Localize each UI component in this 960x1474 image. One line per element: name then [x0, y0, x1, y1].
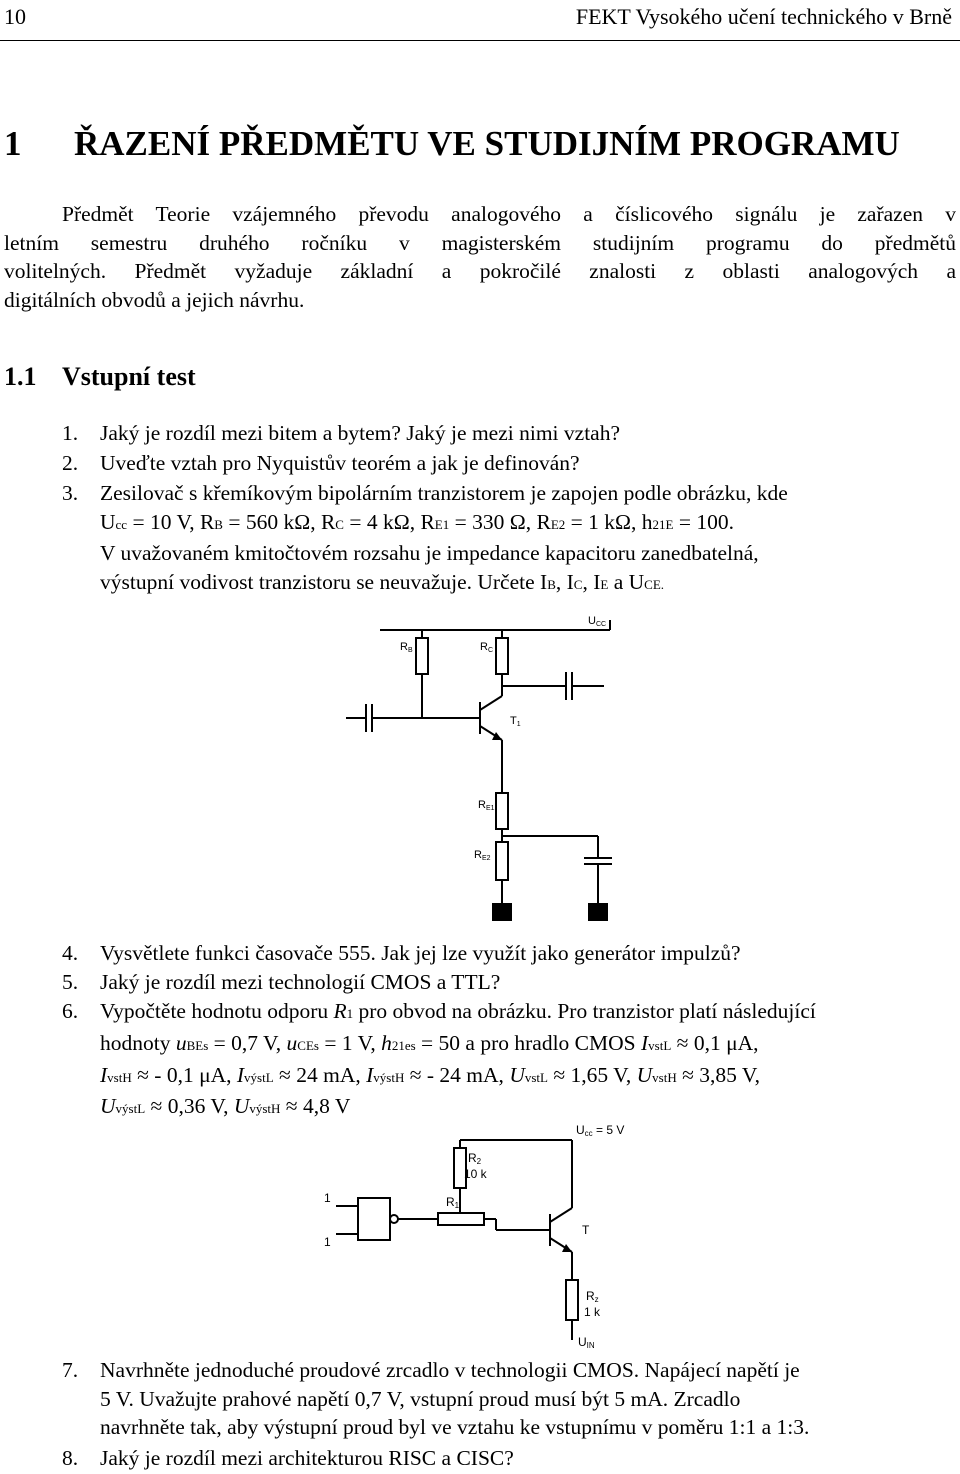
rz-value: 1 k: [584, 1305, 601, 1319]
question-number: 6.: [62, 999, 79, 1023]
transistor-label: T: [510, 715, 517, 727]
question-number: 7.: [62, 1358, 79, 1382]
transistor-label: T: [582, 1223, 590, 1237]
r2-label: R: [468, 1151, 477, 1165]
chapter-title: ŘAZENÍ PŘEDMĚTU VE STUDIJNÍM PROGRAMU: [74, 124, 900, 163]
ucc-label: U: [588, 615, 596, 627]
ucc-label: U: [576, 1123, 585, 1137]
rc-label: R: [480, 641, 488, 653]
question-text: Uveďte vztah pro Nyquistův teorém a jak je definován?: [100, 451, 580, 475]
intro-line: letním semestru druhého ročníku v magisterském studijním programu do předmětů: [4, 230, 956, 255]
svg-text:RE1: RE1: [478, 799, 495, 812]
section-number: 1.1: [4, 362, 37, 391]
question-text: Vysvětlete funkci časovače 555. Jak jej lze využít jako generátor impulzů?: [100, 941, 741, 965]
svg-text:Ucc = 5 V: Ucc = 5 V: [576, 1123, 625, 1138]
r2-value: 10 k: [464, 1167, 487, 1181]
uin-label: U: [578, 1335, 587, 1349]
svg-text:R1: R1: [446, 1195, 460, 1210]
re1-label: R: [478, 799, 486, 811]
input-1-label: 1: [324, 1191, 331, 1205]
question-text: Jaký je rozdíl mezi architekturou RISC a CISC?: [100, 1446, 514, 1470]
re2-label: R: [474, 849, 482, 861]
intro-line: Předmět Teorie vzájemného převodu analogového a číslicového signálu je zařazen v: [62, 202, 956, 226]
svg-text:Rz: Rz: [586, 1289, 599, 1304]
question-text: Jaký je rozdíl mezi technologií CMOS a TTL?: [100, 970, 501, 994]
parameter-line: Ucc = 10 V, RB = 560 kΩ, RC = 4 kΩ, RE1 = 330 Ω, RE2 = 1 kΩ, h21E = 100.: [100, 509, 734, 534]
section-title: Vstupní test: [62, 362, 196, 391]
svg-text:UIN: UIN: [578, 1335, 595, 1350]
intro-paragraph: [4, 200, 956, 315]
rz-label: R: [586, 1289, 595, 1303]
question-number: 4.: [62, 941, 79, 965]
question-number: 5.: [62, 970, 79, 994]
page-header: [0, 0, 960, 44]
intro-line: volitelných. Předmět vyžaduje základní a pokročilé znalosti z oblasti analogových a: [4, 259, 956, 284]
question-number: 8.: [62, 1446, 79, 1470]
rb-label: R: [400, 641, 408, 653]
header-rule: [0, 40, 960, 41]
question-number: 1.: [62, 421, 79, 445]
question-text: Vypočtěte hodnotu odporu R1 pro obvod na obrázku. Pro tranzistor platí následující hodnoty uBEs = 0,7 V, uCEs = 1 V, h21es = 50 a pro hradlo CMOS IvstL ≈ 0,1 μA, IvstH ≈ - 0,1 μA, IvýstL ≈ 24 mA, IvýstH ≈ - 24 mA, UvstL ≈ 1,65 V, UvstH ≈ 3,85 V, UvýstL ≈ 0,36 V, UvýstH ≈ 4,8 V: [100, 999, 816, 1119]
svg-text:RC: RC: [480, 641, 494, 654]
intro-line: digitálních obvodů a jejich návrhu.: [4, 288, 305, 313]
svg-text:R2: R2: [468, 1151, 482, 1166]
svg-text:T1: T1: [510, 715, 521, 728]
question-number: 2.: [62, 451, 79, 475]
svg-text:RB: RB: [400, 641, 413, 654]
section-heading: [4, 362, 196, 392]
amplifier-circuit-diagram: [340, 608, 640, 928]
svg-text:UCC: UCC: [588, 615, 607, 628]
question-number: 3.: [62, 481, 79, 505]
r1-label: R: [446, 1195, 455, 1209]
chapter-number: 1: [4, 124, 22, 163]
institution-name: FEKT Vysokého učení technického v Brně: [575, 4, 952, 29]
chapter-heading: [4, 124, 900, 164]
question-text: Zesilovač s křemíkovým bipolárním tranzistorem je zapojen podle obrázku, kde Ucc = 10 V, RB = 560 kΩ, RC = 4 kΩ, RE1 = 330 Ω, RE2 = 1 kΩ, h21E = 100. V uvažovaném kmitočtovém rozsahu je impedance kapacitoru zanedbatelná, výstupní vodivost tranzistoru se neuvažuje. Určete IB, IC, IE a UCE.: [100, 479, 952, 599]
question-text: Navrhněte jednoduché proudové zrcadlo v technologii CMOS. Napájecí napětí je 5 V. Uvažujte prahové napětí 0,7 V, vstupní proud musí být 5 mA. Zrcadlo navrhněte tak, aby výstupní proud byl ve vztahu ke vstupnímu v poměru 1:1 a 1:3.: [100, 1358, 810, 1439]
page-number: 10: [4, 4, 26, 29]
input-2-label: 1: [324, 1235, 331, 1249]
svg-text:RE2: RE2: [474, 849, 491, 862]
nand-transistor-circuit-diagram: [320, 1118, 640, 1356]
question-text: Jaký je rozdíl mezi bitem a bytem? Jaký je mezi nimi vztah?: [100, 421, 620, 445]
